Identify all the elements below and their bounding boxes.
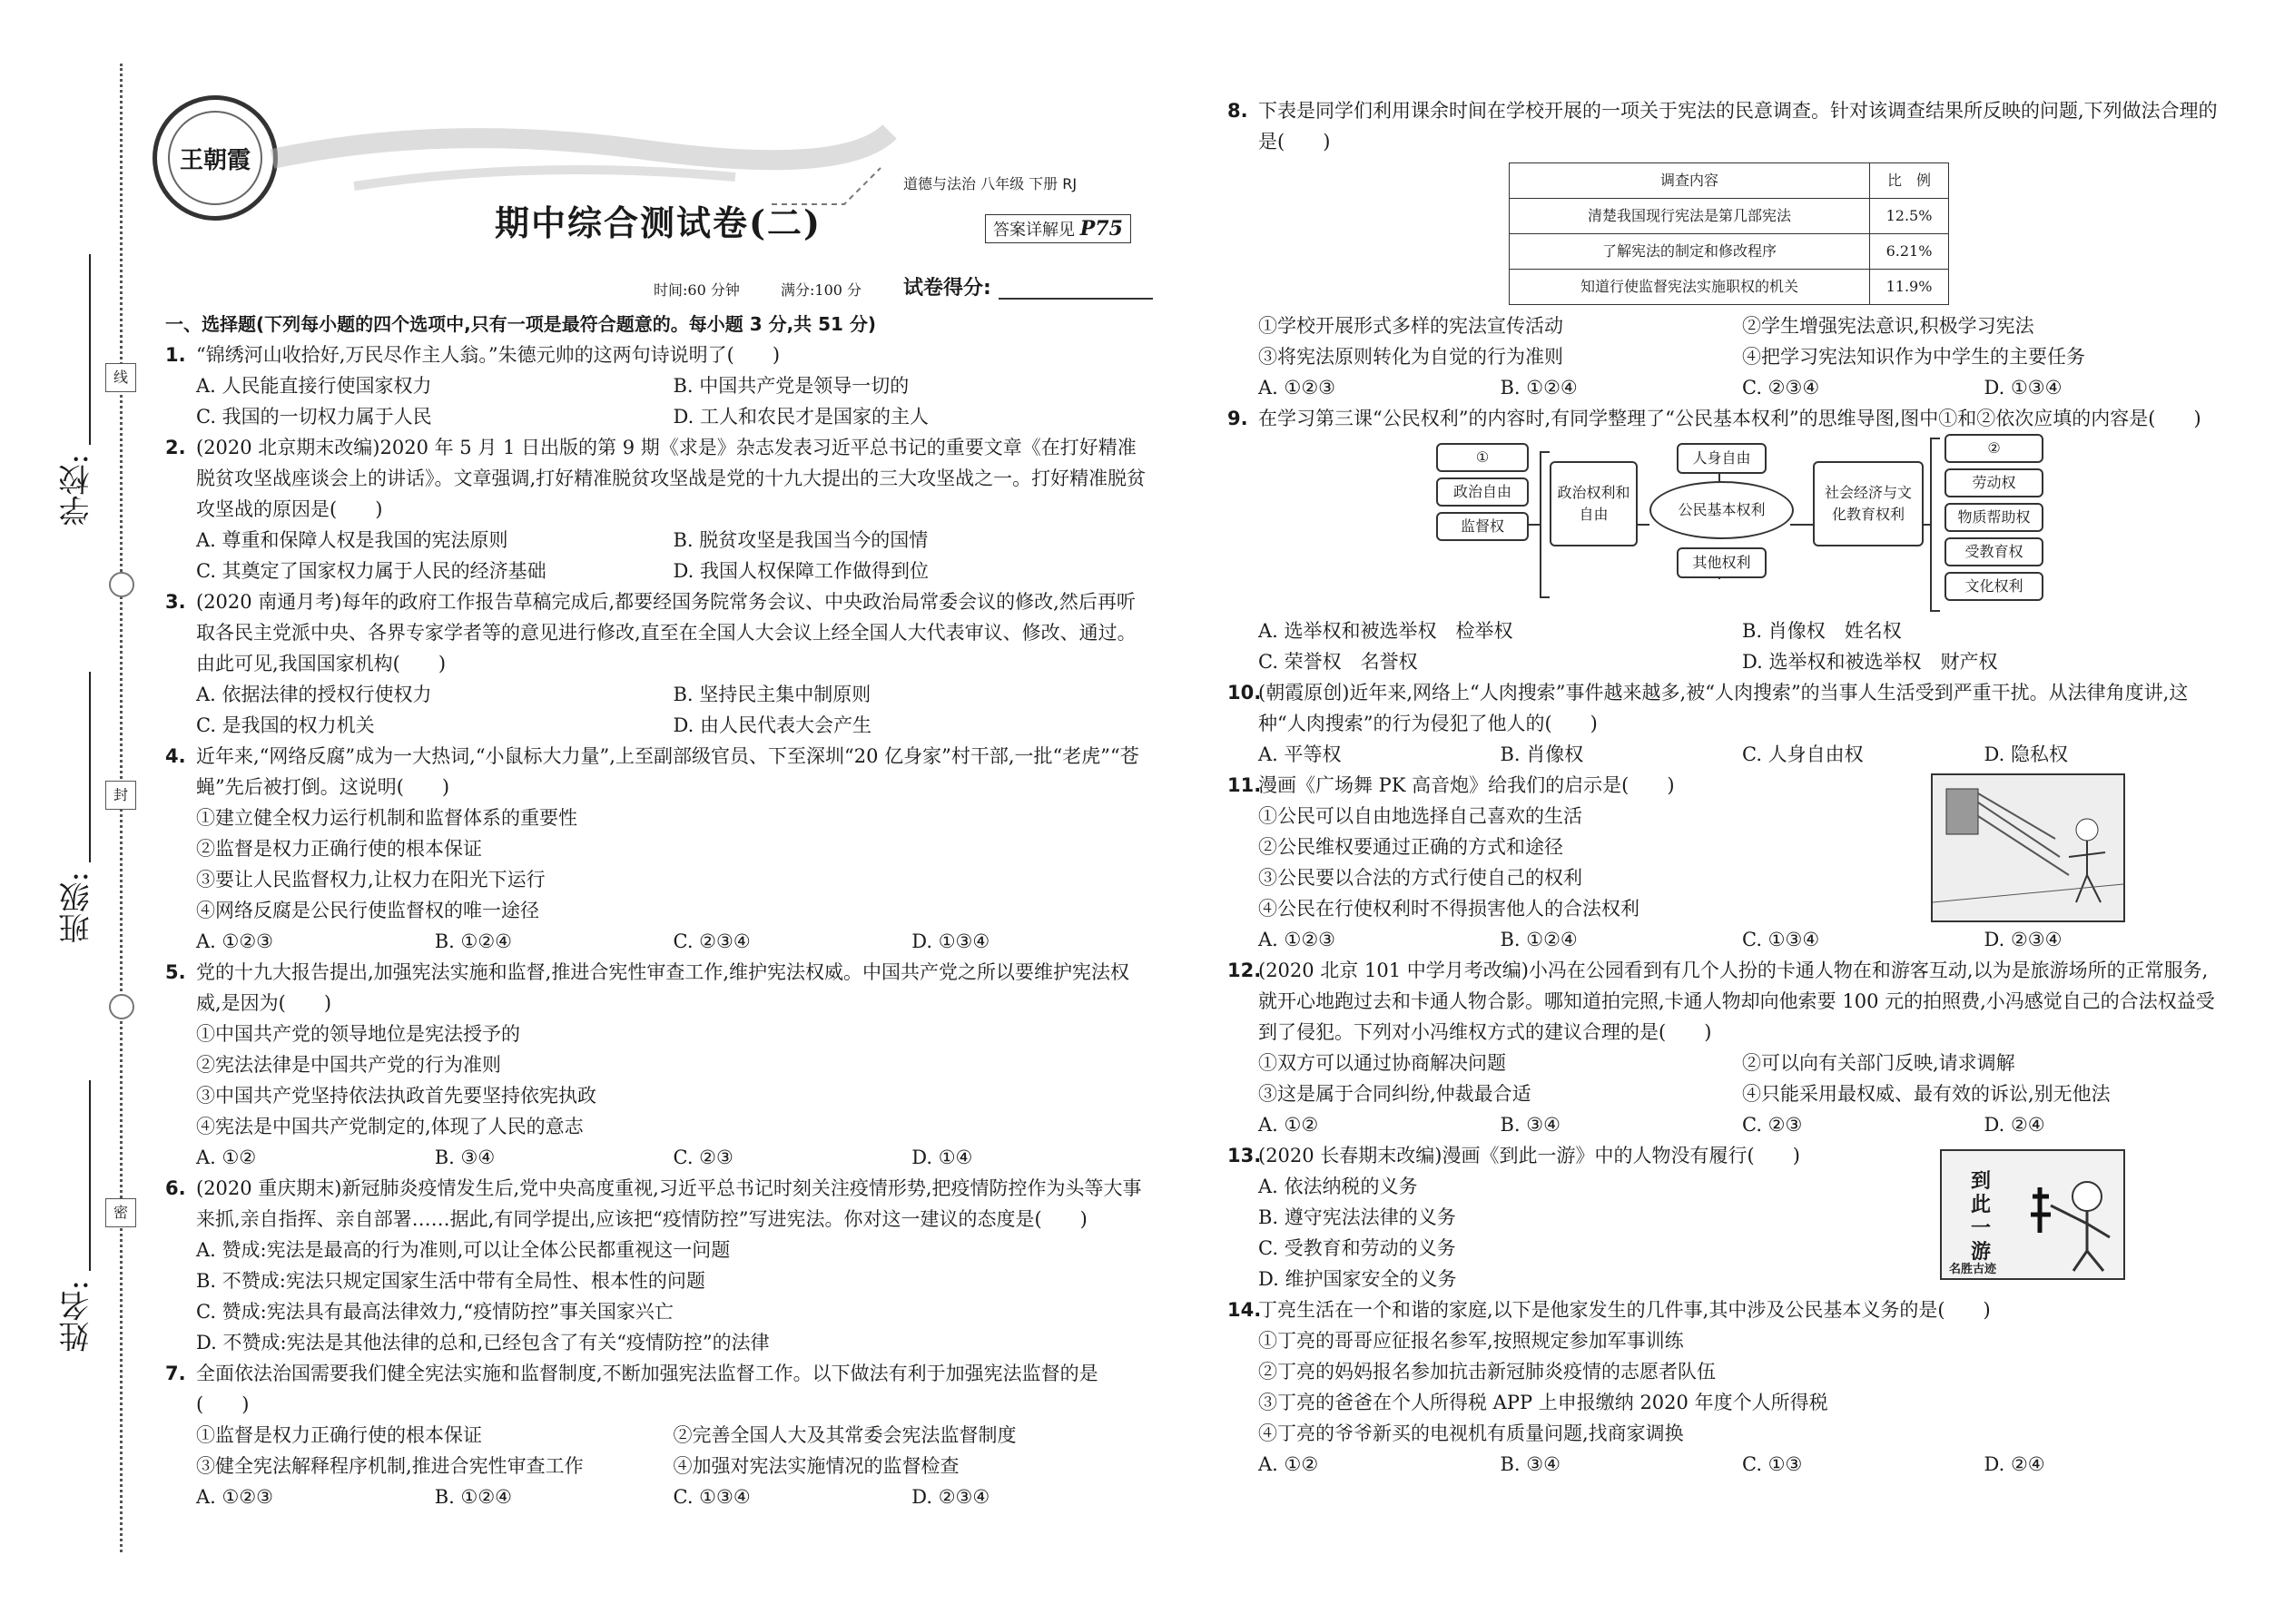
- option-c[interactable]: C. ①③④: [673, 1486, 751, 1508]
- question-11: [1227, 770, 1930, 801]
- statement-item: ③要让人民监督权力,让权力在阳光下运行: [196, 869, 546, 891]
- binding-hole-icon: [109, 572, 134, 597]
- exam-full-score: 满分:100 分: [781, 281, 862, 299]
- option-b[interactable]: B. ①②④: [434, 1486, 513, 1508]
- binding-hole-icon: [109, 994, 134, 1019]
- question-number: 6.: [165, 1177, 186, 1199]
- question-stem: (2020 南通月考)每年的政府工作报告草稿完成后,都要经国务院常务会议、中央政治局常委会议的修改,然后再听取各民主党派中央、各界专家学者等的意见进行修改,直至在全国人大会议上经全国人大代表审议、修改、通过。由此可见,我国国家机构( ): [196, 591, 1137, 674]
- table-header: 调查内容: [1510, 163, 1870, 199]
- name-label: 姓名:: [59, 1280, 95, 1353]
- question-stem: (朝霞原创)近年来,网络上“人肉搜索”事件越来越多,被“人肉搜索”的当事人生活受到严重干扰。从法律角度讲,这种“人肉搜索”的行为侵犯了他人的( ): [1258, 682, 2189, 734]
- question-number: 3.: [165, 591, 186, 613]
- statement-item: ④公民在行使权利时不得损害他人的合法权利: [1258, 898, 1639, 920]
- question-1-options: [165, 370, 1150, 432]
- statement-item: ④把学习宪法知识作为中学生的主要任务: [1742, 346, 2085, 368]
- question-9: [1227, 403, 2226, 434]
- table-row: [1510, 234, 1949, 270]
- question-8-options: [1227, 372, 2226, 403]
- option-d[interactable]: D. 选举权和被选举权 财产权: [1742, 651, 1998, 673]
- option-a[interactable]: A. 赞成:宪法是最高的行为准则,可以让全体公民都重视这一问题: [196, 1239, 731, 1261]
- brand-logo-text: 王朝霞: [168, 111, 262, 205]
- page-title: 期中综合测试卷(二): [495, 202, 822, 243]
- option-d[interactable]: D. 维护国家安全的义务: [1258, 1268, 1457, 1290]
- question-9-options: [1227, 615, 2226, 677]
- cartoon-char: 一: [1970, 1216, 1991, 1240]
- table-cell: 了解宪法的制定和修改程序: [1510, 234, 1870, 270]
- mind-map-node: ①: [1436, 443, 1529, 472]
- option-b[interactable]: B. ①②④: [1500, 929, 1578, 950]
- statement-item: ①公民可以自由地选择自己喜欢的生活: [1258, 805, 1582, 827]
- answer-ref-box: [985, 214, 1131, 243]
- mind-map-node: 受教育权: [1944, 537, 2043, 566]
- statement-item: ③公民要以合法的方式行使自己的权利: [1258, 867, 1582, 889]
- cartoon-caption: [1958, 1169, 2004, 1264]
- option-b[interactable]: B. ①②④: [434, 930, 513, 952]
- question-stem: 近年来,“网络反腐”成为一大热词,“小鼠标大力量”,上至副部级官员、下至深圳“20 亿身家”村干部,一批“老虎”“苍蝇”先后被打倒。这说明( ): [196, 745, 1139, 798]
- mind-map-node: 政治权利和自由: [1550, 461, 1638, 546]
- question-stem: 漫画《广场舞 PK 高音炮》给我们的启示是( ): [1258, 774, 1675, 796]
- option-a[interactable]: A. ①②③: [1258, 929, 1335, 950]
- question-stem: 丁亮生活在一个和谐的家庭,以下是他家发生的几件事,其中涉及公民基本义务的是( ): [1258, 1299, 1991, 1321]
- option-c[interactable]: C. 其奠定了国家权力属于人民的经济基础: [196, 560, 546, 582]
- option-d[interactable]: D. 工人和农民才是国家的主人: [673, 406, 929, 428]
- ribbon-decoration: [263, 86, 899, 213]
- option-a[interactable]: A. 人民能直接行使国家权力: [196, 375, 432, 397]
- question-number: 13.: [1227, 1145, 1262, 1166]
- cartoon-person-drawing: [2023, 1169, 2119, 1274]
- cartoon-graffiti-image: [1940, 1149, 2125, 1280]
- option-b[interactable]: B. 不赞成:宪法只规定国家生活中带有全局性、根本性的问题: [196, 1270, 705, 1292]
- question-10-options: [1227, 739, 2226, 770]
- option-b[interactable]: B. 遵守宪法法律的义务: [1258, 1206, 1456, 1228]
- option-a[interactable]: A. 依据法律的授权行使权力: [196, 684, 432, 705]
- option-a[interactable]: A. ①②: [1258, 1114, 1319, 1136]
- question-11-options: [1227, 924, 2226, 955]
- statement-item: ③丁亮的爸爸在个人所得税 APP 上申报缴纳 2020 年度个人所得税: [1258, 1392, 1828, 1413]
- seal-mark-secret: 密: [105, 1198, 136, 1227]
- statement-item: ④丁亮的爷爷新买的电视机有质量问题,找商家调换: [1258, 1422, 1684, 1444]
- question-12: [1227, 955, 2226, 1048]
- table-header-row: [1510, 163, 1949, 199]
- question-5-options: [165, 1142, 1150, 1173]
- option-b[interactable]: B. ③④: [1500, 1453, 1561, 1475]
- question-stem: 在学习第三课“公民权利”的内容时,有同学整理了“公民基本权利”的思维导图,图中①和②依次应填的内容是( ): [1258, 408, 2201, 429]
- question-8-statements: [1227, 310, 2226, 372]
- mind-map-node: 人身自由: [1677, 443, 1767, 474]
- option-b[interactable]: B. ①②④: [1500, 377, 1578, 399]
- question-7-options: [165, 1481, 1150, 1512]
- question-14-options: [1227, 1449, 2226, 1480]
- mind-map-node: 劳动权: [1944, 468, 2043, 497]
- option-d[interactable]: D. ②④: [1984, 1453, 2045, 1475]
- option-b[interactable]: B. 坚持民主集中制原则: [673, 684, 871, 705]
- option-c[interactable]: C. 人身自由权: [1742, 743, 1864, 765]
- option-d[interactable]: D. 不赞成:宪法是其他法律的总和,已经包含了有关“疫情防控”的法律: [196, 1332, 770, 1353]
- option-a[interactable]: A. 尊重和保障人权是我国的宪法原则: [196, 529, 508, 551]
- table-cell: 11.9%: [1870, 270, 1949, 305]
- mind-map-node: 文化权利: [1944, 572, 2043, 601]
- option-a[interactable]: A. ①②③: [1258, 377, 1335, 399]
- option-d[interactable]: D. ②③④: [911, 1486, 990, 1508]
- statement-item: ②公民维权要通过正确的方式和途径: [1258, 836, 1563, 858]
- question-13: [1227, 1140, 1930, 1171]
- question-number: 14.: [1227, 1299, 1262, 1321]
- answer-ref-page: P75: [1079, 217, 1123, 241]
- option-a[interactable]: A. ①②③: [196, 930, 273, 952]
- statement-item: ③将宪法原则转化为自觉的行为准则: [1258, 346, 1563, 368]
- statement-item: ③健全宪法解释程序机制,推进合宪性审查工作: [196, 1455, 584, 1477]
- school-field[interactable]: [89, 254, 91, 445]
- mind-map-node: 其他权利: [1677, 547, 1767, 578]
- option-a[interactable]: A. 选举权和被选举权 检举权: [1258, 620, 1513, 642]
- statement-item: ②可以向有关部门反映,请求调解: [1742, 1052, 2015, 1074]
- survey-table: [1509, 162, 1949, 305]
- option-b[interactable]: B. 脱贫攻坚是我国当今的国情: [673, 529, 929, 551]
- statement-item: ②宪法法律是中国共产党的行为准则: [196, 1054, 501, 1076]
- cartoon-char: 游: [1970, 1240, 1991, 1264]
- option-b[interactable]: B. 中国共产党是领导一切的: [673, 375, 910, 397]
- question-stem: “锦绣河山收拾好,万民尽作主人翁。”朱德元帅的这两句诗说明了( ): [196, 344, 781, 366]
- class-field[interactable]: [89, 672, 91, 862]
- option-c[interactable]: C. ②③④: [673, 930, 751, 952]
- seal-mark-line: 线: [105, 363, 136, 392]
- mind-map: [1227, 434, 2226, 615]
- option-b[interactable]: B. ③④: [434, 1147, 496, 1168]
- question-number: 1.: [165, 344, 186, 366]
- option-b[interactable]: B. 肖像权: [1500, 743, 1584, 765]
- table-cell: 6.21%: [1870, 234, 1949, 270]
- statement-item: ②丁亮的妈妈报名参加抗击新冠肺炎疫情的志愿者队伍: [1258, 1361, 1716, 1383]
- cartoon-char: 此: [1970, 1193, 1991, 1216]
- statement-item: ③这是属于合同纠纷,仲裁最合适: [1258, 1083, 1531, 1105]
- question-2-options: [165, 525, 1150, 586]
- question-4: [165, 741, 1150, 802]
- option-c[interactable]: C. 我国的一切权力属于人民: [196, 406, 432, 428]
- question-7: [165, 1358, 1150, 1420]
- score-field[interactable]: [999, 298, 1153, 300]
- statement-item: ②监督是权力正确行使的根本保证: [196, 838, 482, 860]
- table-row: [1510, 199, 1949, 234]
- question-stem: 全面依法治国需要我们健全宪法实施和监督制度,不断加强宪法监督工作。以下做法有利于加强宪法监督的是( ): [196, 1363, 1098, 1415]
- question-8: [1227, 95, 2226, 157]
- question-1: [165, 340, 1150, 370]
- statement-item: ④只能采用最权威、最有效的诉讼,别无他法: [1742, 1083, 2111, 1105]
- score-label: 试卷得分:: [903, 277, 991, 300]
- question-7-statements: [165, 1420, 1150, 1481]
- cartoon-drawing: [1933, 775, 2123, 920]
- statement-item: ①双方可以通过协商解决问题: [1258, 1052, 1506, 1074]
- statement-item: ①建立健全权力运行机制和监督体系的重要性: [196, 807, 577, 829]
- mind-map-node: 政治自由: [1436, 477, 1529, 507]
- option-d[interactable]: D. 我国人权保障工作做得到位: [673, 560, 929, 582]
- question-10: [1227, 677, 2226, 739]
- mind-map-node: ②: [1944, 434, 2043, 463]
- option-c[interactable]: C. ①③: [1742, 1453, 1803, 1475]
- option-c[interactable]: C. ②③: [673, 1147, 733, 1168]
- table-row: [1510, 270, 1949, 305]
- question-number: 10.: [1227, 682, 1262, 704]
- table-cell: 清楚我国现行宪法是第几部宪法: [1510, 199, 1870, 234]
- left-column: [165, 309, 1150, 1512]
- option-b[interactable]: B. 肖像权 姓名权: [1742, 620, 1902, 642]
- option-a[interactable]: A. ①②: [1258, 1453, 1319, 1475]
- option-c[interactable]: C. ①③④: [1742, 929, 1820, 950]
- question-stem: 下表是同学们利用课余时间在学校开展的一项关于宪法的民意调查。针对该调查结果所反映的问题,下列做法合理的是( ): [1258, 100, 2218, 153]
- option-c[interactable]: C. 受教育和劳动的义务: [1258, 1237, 1456, 1259]
- mind-map-center: 公民基本权利: [1649, 481, 1794, 539]
- statement-item: ②完善全国人大及其常委会宪法监督制度: [673, 1424, 1017, 1446]
- question-5: [165, 957, 1150, 1019]
- option-d[interactable]: D. ①③④: [911, 930, 990, 952]
- question-stem: (2020 北京期末改编)2020 年 5 月 1 日出版的第 9 期《求是》杂志发表习近平总书记的重要文章《在打好精准脱贫攻坚战座谈会上的讲话》。文章强调,打好精准脱贫攻坚战是党的十九大提出的三大攻坚战之一。打好精准脱贫攻坚战的原因是( ): [196, 437, 1147, 520]
- option-d[interactable]: D. 隐私权: [1984, 743, 2068, 765]
- question-13-block: [1227, 1140, 2226, 1294]
- question-14: [1227, 1294, 2226, 1325]
- option-d[interactable]: D. ②④: [1984, 1114, 2045, 1136]
- option-b[interactable]: B. ③④: [1500, 1114, 1561, 1136]
- question-3: [165, 586, 1150, 679]
- mind-map-node: 监督权: [1436, 512, 1529, 541]
- question-11-block: [1227, 770, 2226, 955]
- survey-table-wrap: [1227, 162, 2226, 305]
- question-number: 12.: [1227, 960, 1262, 981]
- option-d[interactable]: D. ①④: [911, 1147, 973, 1168]
- question-6: [165, 1173, 1150, 1235]
- question-number: 5.: [165, 961, 186, 983]
- mind-map-node: 物质帮助权: [1944, 503, 2043, 532]
- option-c[interactable]: C. ②③: [1742, 1114, 1803, 1136]
- statement-item: ①学校开展形式多样的宪法宣传活动: [1258, 315, 1563, 337]
- question-stem: 党的十九大报告提出,加强宪法实施和监督,推进合宪性审查工作,维护宪法权威。中国共产党之所以要维护宪法权威,是因为( ): [196, 961, 1130, 1014]
- school-label: 学校:: [59, 454, 95, 527]
- table-header: 比 例: [1870, 163, 1949, 199]
- statement-item: ①丁亮的哥哥应征报名参军,按照规定参加军事训练: [1258, 1330, 1684, 1352]
- question-3-options: [165, 679, 1150, 741]
- option-a[interactable]: A. ①②③: [196, 1486, 273, 1508]
- question-number: 8.: [1227, 100, 1248, 122]
- right-column: [1227, 95, 2226, 1480]
- option-d[interactable]: D. 由人民代表大会产生: [673, 714, 871, 736]
- option-c[interactable]: C. ②③④: [1742, 377, 1820, 399]
- question-number: 11.: [1227, 774, 1262, 796]
- brand-logo: [153, 95, 278, 221]
- answer-ref-label: 答案详解见: [993, 221, 1075, 240]
- cartoon-label: 名胜古迹: [1949, 1263, 1997, 1276]
- question-number: 2.: [165, 437, 186, 458]
- exam-time: 时间:60 分钟: [654, 281, 740, 299]
- option-d[interactable]: D. ②③④: [1984, 929, 2063, 950]
- statement-item: ②学生增强宪法意识,积极学习宪法: [1742, 315, 2034, 337]
- statement-item: ④网络反腐是公民行使监督权的唯一途径: [196, 900, 539, 921]
- option-c[interactable]: C. 是我国的权力机关: [196, 714, 375, 736]
- question-stem: (2020 重庆期末)新冠肺炎疫情发生后,党中央高度重视,习近平总书记时刻关注疫情形势,把疫情防控作为头等大事来抓,亲自指挥、亲自部署……据此,有同学提出,应该把“疫情防控”写进宪法。你对这一建议的态度是( ): [196, 1177, 1142, 1230]
- option-c[interactable]: C. 赞成:宪法具有最高法律效力,“疫情防控”事关国家兴亡: [196, 1301, 674, 1323]
- question-12-options: [1227, 1109, 2226, 1140]
- section-heading: 一、选择题(下列每小题的四个选项中,只有一项是最符合题意的。每小题 3 分,共 51 分): [165, 313, 877, 335]
- question-number: 7.: [165, 1363, 186, 1384]
- statement-item: ①监督是权力正确行使的根本保证: [196, 1424, 482, 1446]
- table-cell: 知道行使监督宪法实施职权的机关: [1510, 270, 1870, 305]
- option-a[interactable]: A. 平等权: [1258, 743, 1342, 765]
- question-stem: (2020 长春期末改编)漫画《到此一游》中的人物没有履行( ): [1258, 1145, 1800, 1166]
- series-tag: 道德与法治 八年级 下册 RJ: [903, 175, 1078, 192]
- mind-map-node: 社会经济与文化教育权利: [1813, 461, 1924, 546]
- statement-item: ④宪法是中国共产党制定的,体现了人民的意志: [196, 1116, 584, 1137]
- table-cell: 12.5%: [1870, 199, 1949, 234]
- question-number: 9.: [1227, 408, 1248, 429]
- question-number: 4.: [165, 745, 186, 767]
- seal-mark-seal: 封: [105, 781, 136, 810]
- option-c[interactable]: C. 荣誉权 名誉权: [1258, 651, 1418, 673]
- name-field[interactable]: [89, 1080, 91, 1271]
- statement-item: ④加强对宪法实施情况的监督检查: [673, 1455, 960, 1477]
- cartoon-char: 到: [1970, 1169, 1991, 1193]
- question-2: [165, 432, 1150, 525]
- class-label: 班级:: [59, 871, 95, 944]
- option-a[interactable]: A. 依法纳税的义务: [1258, 1176, 1418, 1197]
- statement-item: ①中国共产党的领导地位是宪法授予的: [196, 1023, 520, 1045]
- question-stem: (2020 北京 101 中学月考改编)小冯在公园看到有几个人扮的卡通人物在和游客互动,以为是旅游场所的正常服务,就开心地跑过去和卡通人物合影。哪知道拍完照,卡通人物却向他索要 100 元的拍照费,小冯感觉自己的合法权益受到了侵犯。下列对小冯维权方式的建议合理的是( ): [1258, 960, 2215, 1043]
- cartoon-square-dance-image: [1931, 773, 2125, 922]
- option-a[interactable]: A. ①②: [196, 1147, 257, 1168]
- question-4-options: [165, 926, 1150, 957]
- statement-item: ③中国共产党坚持依法执政首先要坚持依宪执政: [196, 1085, 596, 1107]
- question-12-statements: [1227, 1048, 2226, 1109]
- option-d[interactable]: D. ①③④: [1984, 377, 2063, 399]
